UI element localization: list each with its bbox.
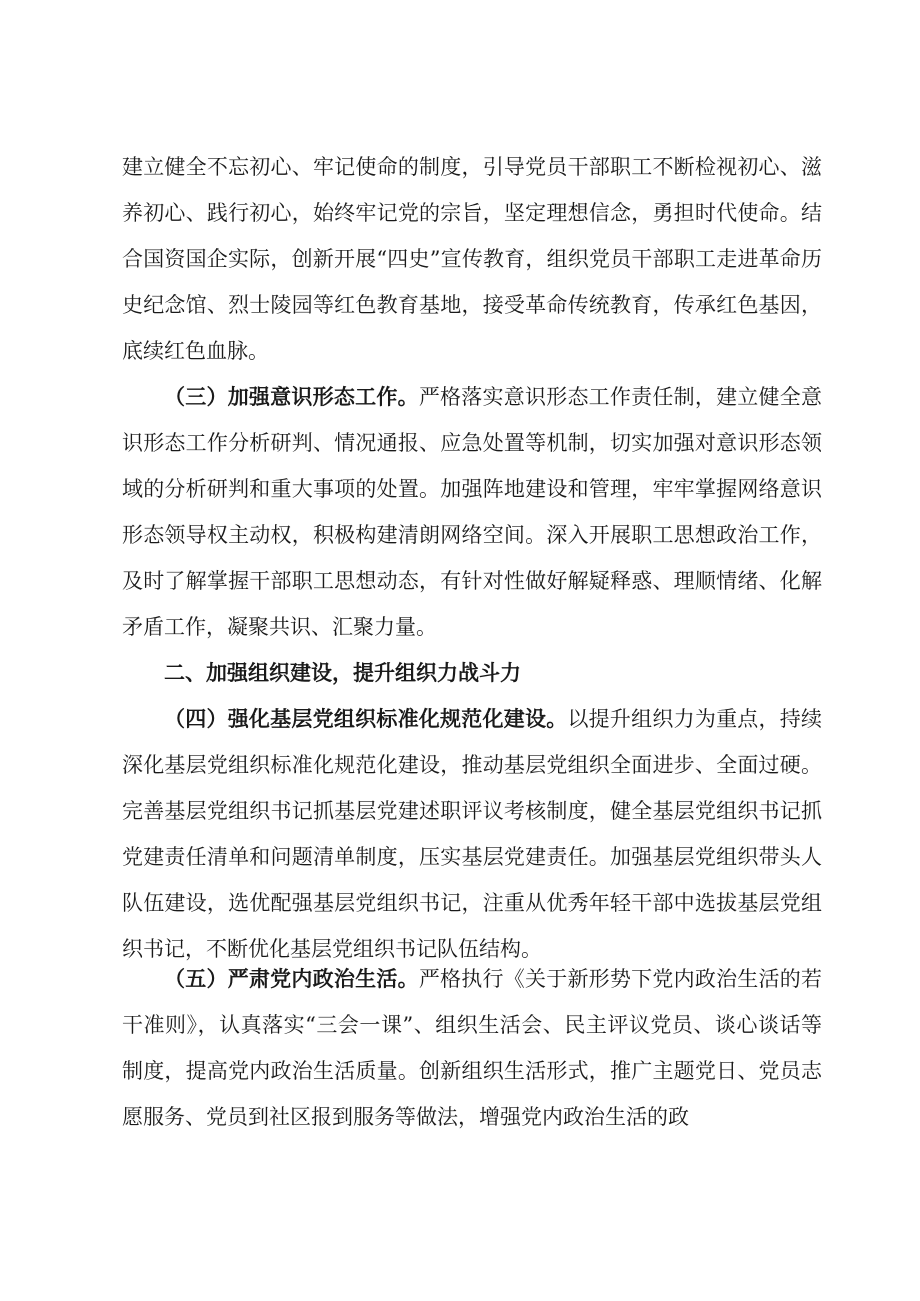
paragraph-5 (122, 956, 822, 1140)
paragraph-3-lead: （三）加强意识形态工作。 (164, 384, 419, 409)
paragraph-3-body: 严格落实意识形态工作责任制，建立健全意识形态工作分析研判、情况通报、应急处置等机制，切实加强对意识形态领域的分析研判和重大事项的处置。加强阵地建设和管理，牢牢掌握网络意识形态领导权主动权，积极构建清朗网络空间。深入开展职工思想政治工作，及时了解掌握干部职工思想动态，有针对性做好解疑释惑、理顺情绪、化解矛盾工作，凝聚共识、汇聚力量。 (122, 385, 823, 639)
section-2-heading: 二、加强组织建设，提升组织力战斗力 (164, 660, 521, 685)
paragraph-5-body: 严格执行《关于新形势下党内政治生活的若干准则》，认真落实“三会一课”、组织生活会、民主评议党员、谈心谈话等制度，提高党内政治生活质量。创新组织生活形式，推广主题党日、党员志愿服务、党员到社区报到服务等做法，增强党内政治生活的政 (122, 967, 823, 1129)
paragraph-3 (122, 374, 822, 650)
paragraph-4 (122, 696, 822, 972)
paragraph-4-body: 以提升组织力为重点，持续深化基层党组织标准化规范化建设，推动基层党组织全面进步、全面过硬。完善基层党组织书记抓基层党建述职评议考核制度，健全基层党组织书记抓党建责任清单和问题清单制度，压实基层党建责任。加强基层党组织带头人队伍建设，选优配强基层党组织书记，注重从优秀年轻干部中选拔基层党组织书记，不断优化基层党组织书记队伍结构。 (122, 707, 823, 961)
paragraph-continuation: 建立健全不忘初心、牢记使命的制度，引导党员干部职工不断检视初心、滋养初心、践行初心，始终牢记党的宗旨，坚定理想信念，勇担时代使命。结合国资国企实际，创新开展“四史”宣传教育，组织党员干部职工走进革命历史纪念馆、烈士陵园等红色教育基地，接受革命传统教育，传承红色基因，底续红色血脉。 (122, 155, 822, 363)
paragraph-4-lead: （四）强化基层党组织标准化规范化建设。 (164, 706, 568, 731)
paragraph-5-lead: （五）严肃党内政治生活。 (164, 966, 419, 991)
